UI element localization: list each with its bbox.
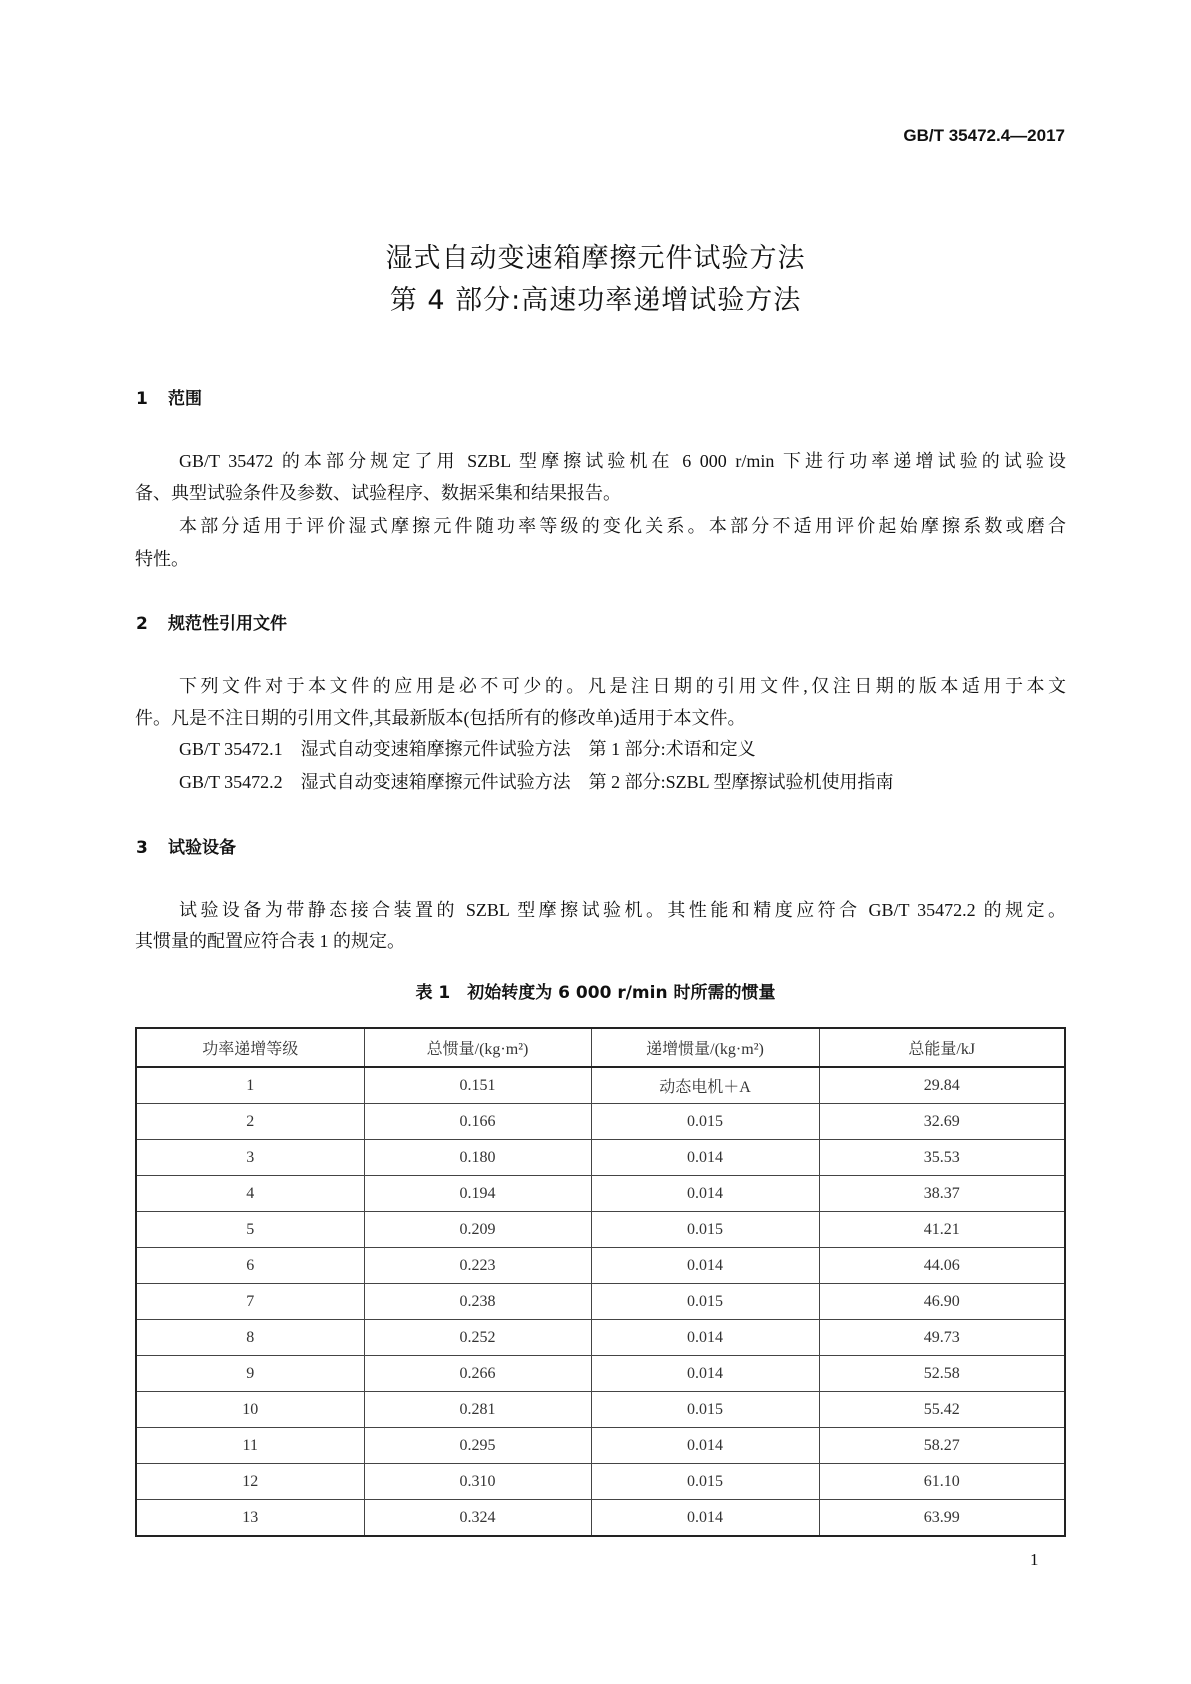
table-cell: 5: [136, 1212, 364, 1248]
table-cell: 0.324: [364, 1500, 591, 1537]
table-cell: 0.209: [364, 1212, 591, 1248]
column-header: 功率递增等级: [136, 1028, 364, 1067]
table-cell: 13: [136, 1500, 364, 1537]
table-cell: 55.42: [819, 1392, 1065, 1428]
table-cell: 41.21: [819, 1212, 1065, 1248]
table-row: [136, 1212, 1065, 1248]
table-row: [136, 1428, 1065, 1464]
table-row: [136, 1284, 1065, 1320]
paragraph-line: 特性。: [135, 549, 189, 569]
table-row: [136, 1392, 1065, 1428]
paragraph-line: 其惯量的配置应符合表 1 的规定。: [135, 931, 405, 951]
table-cell: 12: [136, 1464, 364, 1500]
section-heading-test-equipment: [136, 833, 236, 858]
table-cell: 0.295: [364, 1428, 591, 1464]
table-row: [136, 1067, 1065, 1104]
table-cell: 44.06: [819, 1248, 1065, 1284]
document-subtitle: 第 4 部分:高速功率递增试验方法: [389, 285, 802, 316]
paragraph-line: 件。凡是不注日期的引用文件,其最新版本(包括所有的修改单)适用于本文件。: [135, 708, 746, 728]
table-cell: 0.014: [591, 1176, 819, 1212]
paragraph-line: 试验设备为带静态接合装置的 SZBL 型摩擦试验机。其性能和精度应符合 GB/T 35472.2 的规定。: [179, 900, 1066, 920]
table-row: [136, 1500, 1065, 1537]
table-cell: 9: [136, 1356, 364, 1392]
table-cell: 0.252: [364, 1320, 591, 1356]
table-cell: 0.014: [591, 1248, 819, 1284]
table-cell: 2: [136, 1104, 364, 1140]
table-row: [136, 1320, 1065, 1356]
column-header: 总能量/kJ: [819, 1028, 1065, 1067]
table-cell: 63.99: [819, 1500, 1065, 1537]
section-number: 3: [136, 838, 148, 858]
table-cell: 0.015: [591, 1464, 819, 1500]
table-row: [136, 1248, 1065, 1284]
table-cell: 0.014: [591, 1500, 819, 1537]
table-cell: 29.84: [819, 1067, 1065, 1104]
section-heading-normative-references: [136, 609, 287, 634]
column-header: 递增惯量/(kg·m²): [591, 1028, 819, 1067]
table-row: [136, 1140, 1065, 1176]
page-number: 1: [1030, 1550, 1039, 1569]
table-cell: 0.151: [364, 1067, 591, 1104]
table-cell: 0.014: [591, 1356, 819, 1392]
table-cell: 0.015: [591, 1104, 819, 1140]
table-cell: 0.238: [364, 1284, 591, 1320]
table-header-row: [136, 1028, 1065, 1067]
table-cell: 38.37: [819, 1176, 1065, 1212]
table-cell: 3: [136, 1140, 364, 1176]
section-number: 2: [136, 614, 148, 634]
table-cell: 0.166: [364, 1104, 591, 1140]
table-cell: 0.310: [364, 1464, 591, 1500]
table-cell: 0.266: [364, 1356, 591, 1392]
paragraph-line: GB/T 35472 的本部分规定了用 SZBL 型摩擦试验机在 6 000 r/min 下进行功率递增试验的试验设: [179, 451, 1066, 471]
table-cell: 32.69: [819, 1104, 1065, 1140]
paragraph-line: 备、典型试验条件及参数、试验程序、数据采集和结果报告。: [135, 483, 621, 503]
section-title: 范围: [168, 389, 202, 409]
table-cell: 0.180: [364, 1140, 591, 1176]
table-cell: 0.015: [591, 1212, 819, 1248]
reference-item: GB/T 35472.2 湿式自动变速箱摩擦元件试验方法 第 2 部分:SZBL 型摩擦试验机使用指南: [179, 772, 894, 792]
table-cell: 0.223: [364, 1248, 591, 1284]
table-cell: 10: [136, 1392, 364, 1428]
table-cell: 58.27: [819, 1428, 1065, 1464]
table-cell: 7: [136, 1284, 364, 1320]
table-row: [136, 1464, 1065, 1500]
table-row: [136, 1104, 1065, 1140]
table-row: [136, 1356, 1065, 1392]
standard-number: GB/T 35472.4—2017: [903, 126, 1065, 145]
table-cell: 1: [136, 1067, 364, 1104]
table-cell: 61.10: [819, 1464, 1065, 1500]
table-cell: 0.015: [591, 1284, 819, 1320]
table-cell: 4: [136, 1176, 364, 1212]
section-heading-scope: [136, 384, 202, 409]
section-title: 试验设备: [168, 838, 236, 858]
table-cell: 0.194: [364, 1176, 591, 1212]
table-cell: 0.281: [364, 1392, 591, 1428]
table-cell: 35.53: [819, 1140, 1065, 1176]
section-number: 1: [136, 389, 148, 409]
table-cell: 0.014: [591, 1320, 819, 1356]
reference-item: GB/T 35472.1 湿式自动变速箱摩擦元件试验方法 第 1 部分:术语和定义: [179, 739, 756, 759]
paragraph-line: 下列文件对于本文件的应用是必不可少的。凡是注日期的引用文件,仅注日期的版本适用于本文: [179, 676, 1066, 696]
document-title: 湿式自动变速箱摩擦元件试验方法: [385, 243, 806, 274]
inertia-table: [135, 1027, 1066, 1537]
section-title: 规范性引用文件: [168, 614, 287, 634]
column-header: 总惯量/(kg·m²): [364, 1028, 591, 1067]
table-cell: 0.014: [591, 1428, 819, 1464]
table-cell: 49.73: [819, 1320, 1065, 1356]
table-cell: 6: [136, 1248, 364, 1284]
table-cell: 0.015: [591, 1392, 819, 1428]
table-caption: 表 1 初始转度为 6 000 r/min 时所需的惯量: [415, 983, 776, 1003]
table-cell: 0.014: [591, 1140, 819, 1176]
table-cell: 8: [136, 1320, 364, 1356]
table-row: [136, 1176, 1065, 1212]
paragraph-line: 本部分适用于评价湿式摩擦元件随功率等级的变化关系。本部分不适用评价起始摩擦系数或磨合: [179, 516, 1066, 536]
table-cell: 动态电机＋A: [591, 1067, 819, 1104]
table-cell: 11: [136, 1428, 364, 1464]
table-cell: 52.58: [819, 1356, 1065, 1392]
table-cell: 46.90: [819, 1284, 1065, 1320]
